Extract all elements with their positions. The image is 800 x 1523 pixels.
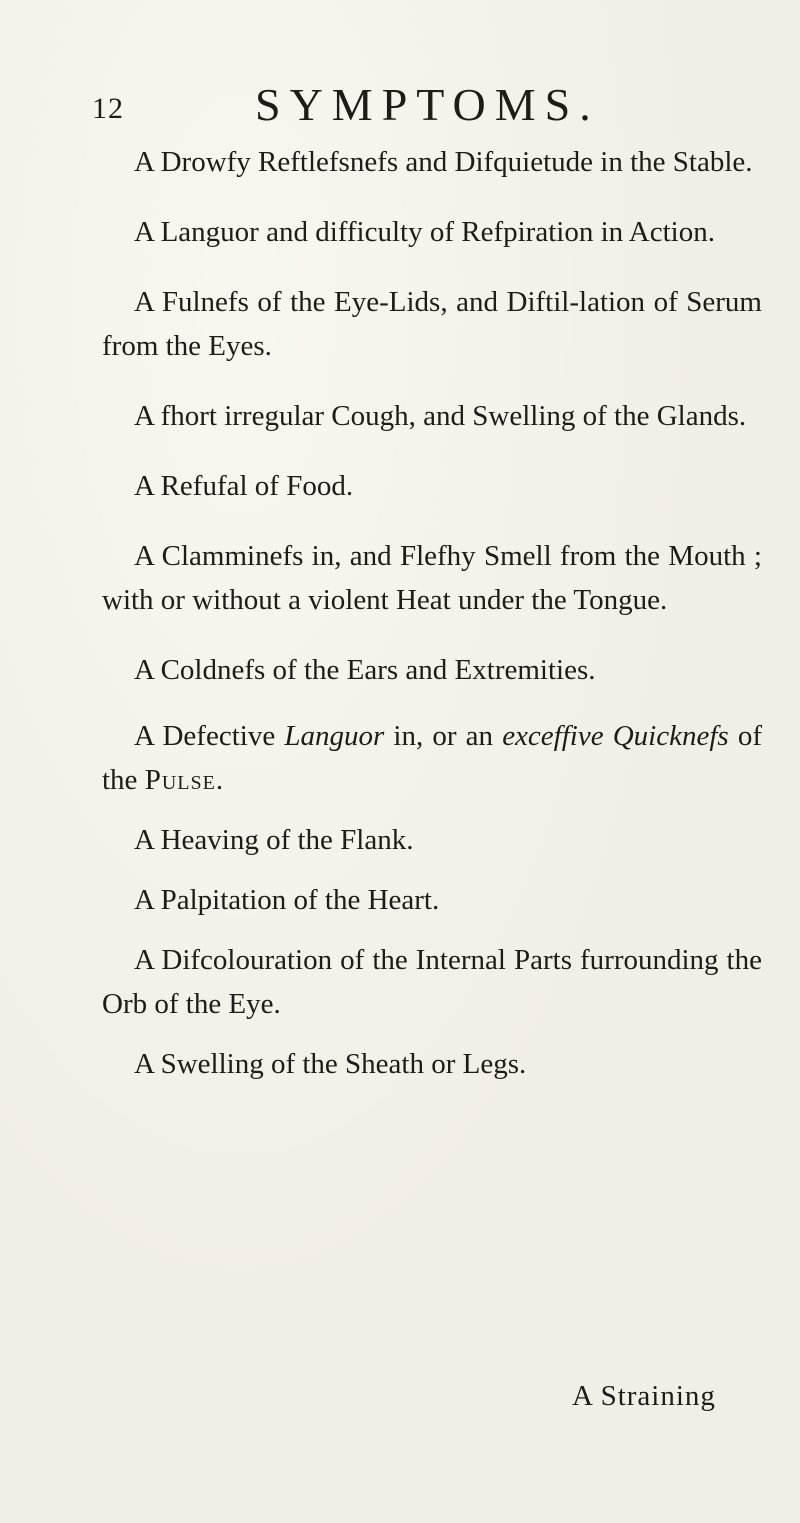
symptom-entry: A Coldnefs of the Ears and Extremities. (134, 654, 596, 686)
italic-term: Languor (284, 720, 385, 752)
entry-text: in, or an (384, 720, 503, 752)
italic-term: exceffive Quicknefs (502, 720, 729, 752)
symptom-entry: A Drowfy Reftlefsnefs and Difquietude in the Stable. (134, 146, 753, 178)
symptom-entry: A Refufal of Food. (134, 470, 354, 502)
entry-text: A Defective (134, 720, 285, 752)
smallcaps-term: Pulse. (144, 764, 225, 796)
page-number: 12 (92, 92, 124, 125)
symptom-entry: A Swelling of the Sheath or Legs. (134, 1048, 527, 1080)
page-title: SYMPTOMS. (255, 79, 600, 130)
symptom-entry: A Clamminefs in, and Flefhy Smell from the Mouth ; with or without a violent Heat under the Tongue. (102, 540, 762, 616)
symptom-entry: A Fulnefs of the Eye-Lids, and Diftil-lation of Serum from the Eyes. (102, 286, 762, 362)
symptom-entry: A Languor and difficulty of Refpiration in Action. (134, 216, 715, 248)
symptom-entry: A Difcolouration of the Internal Parts furrounding the Orb of the Eye. (102, 944, 762, 1020)
symptom-entry: A fhort irregular Cough, and Swelling of the Glands. (134, 400, 747, 432)
symptom-list (102, 140, 762, 1086)
running-head (0, 78, 800, 138)
symptom-entry: A Heaving of the Flank. (134, 824, 414, 856)
symptom-entry: A Palpitation of the Heart. (134, 884, 440, 916)
symptom-entry-pulse (102, 714, 762, 802)
catchword: A Straining (572, 1380, 716, 1412)
entry-text: of the (102, 720, 763, 796)
